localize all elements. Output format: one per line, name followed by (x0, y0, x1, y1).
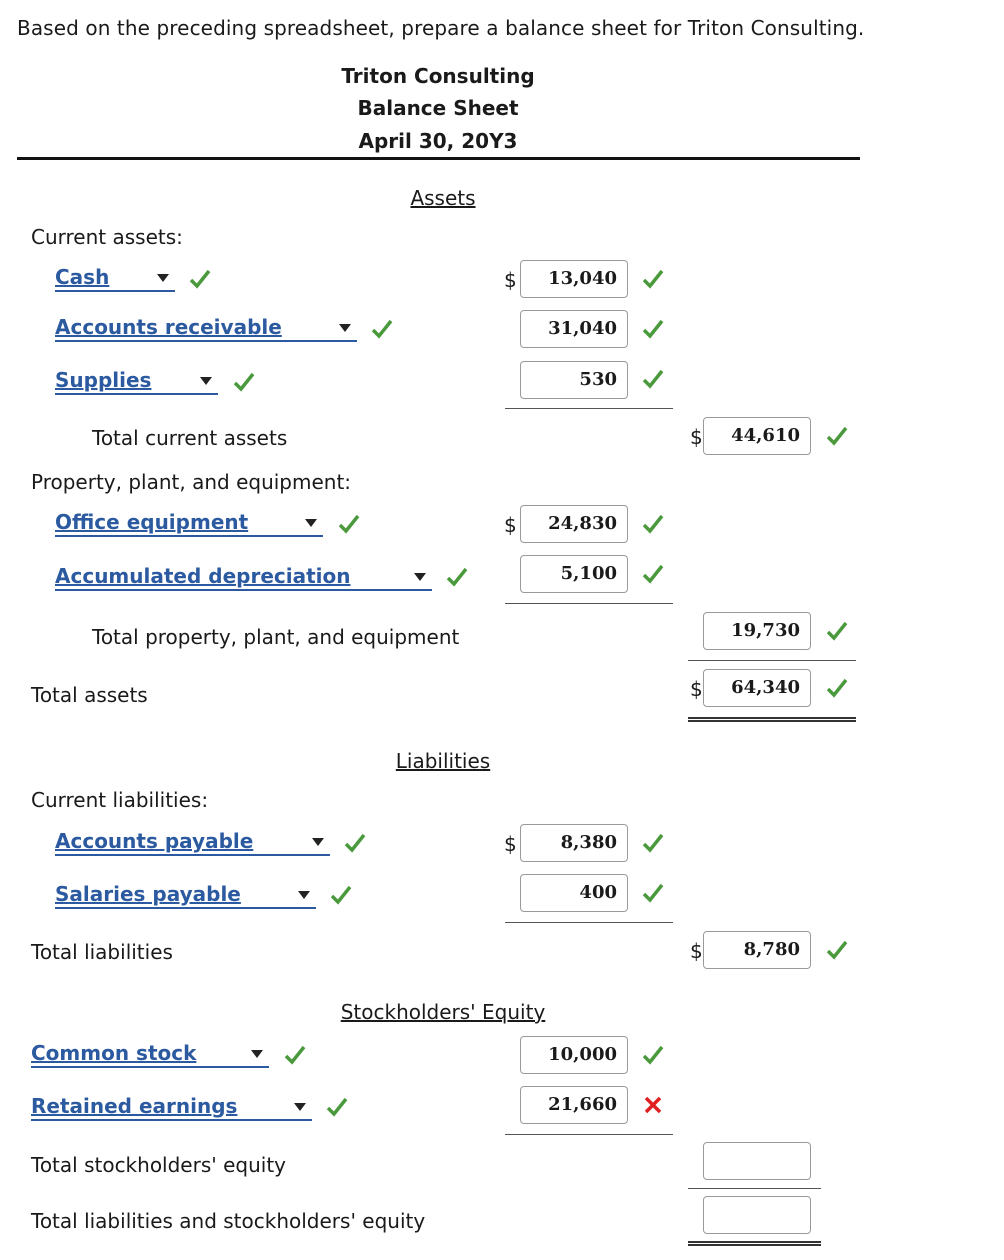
check-icon (641, 317, 665, 341)
dollar-sign: $ (504, 513, 517, 537)
statement-title: Balance Sheet (357, 96, 519, 120)
current-assets-label: Current assets: (31, 225, 183, 249)
equity-section-title: Stockholders' Equity (340, 1000, 546, 1024)
account-select-label: Supplies (55, 368, 152, 392)
account-select-label: Office equipment (55, 510, 249, 534)
check-icon (283, 1043, 307, 1067)
amount-input-total-liabilities-equity[interactable] (703, 1196, 811, 1234)
check-icon (641, 267, 665, 291)
subtotal-rule (688, 660, 856, 661)
question-prompt: Based on the preceding spreadsheet, prepare a balance sheet for Triton Consulting. (17, 16, 865, 40)
chevron-down-icon (305, 519, 317, 527)
check-icon (337, 512, 361, 536)
account-select-label: Retained earnings (31, 1094, 238, 1118)
check-icon (641, 367, 665, 391)
account-select-accounts-payable[interactable] (55, 828, 330, 856)
account-select-accounts-receivable[interactable] (55, 314, 357, 342)
dollar-sign: $ (504, 832, 517, 856)
chevron-down-icon (414, 573, 426, 581)
dollar-sign: $ (690, 939, 703, 963)
amount-input-common-stock[interactable]: 10,000 (520, 1036, 628, 1074)
account-select-supplies[interactable] (55, 367, 218, 395)
check-icon (825, 938, 849, 962)
amount-input-total-equity[interactable] (703, 1142, 811, 1180)
amount-input-cash[interactable]: 13,040 (520, 260, 628, 298)
company-name: Triton Consulting (341, 64, 535, 88)
amount-input-supplies[interactable]: 530 (520, 361, 628, 399)
check-icon (343, 831, 367, 855)
account-select-label: Cash (55, 265, 110, 289)
subtotal-rule (505, 408, 673, 409)
check-icon (641, 881, 665, 905)
check-icon (445, 565, 469, 589)
amount-input-accounts-payable[interactable]: 8,380 (520, 824, 628, 862)
account-select-label: Salaries payable (55, 882, 241, 906)
check-icon (325, 1095, 349, 1119)
total-equity-label: Total stockholders' equity (31, 1153, 287, 1177)
chevron-down-icon (294, 1103, 306, 1111)
account-select-label: Accumulated depreciation (55, 564, 351, 588)
amount-input-accumulated-depreciation[interactable]: 5,100 (520, 555, 628, 593)
check-icon (825, 676, 849, 700)
header-divider (17, 157, 860, 160)
check-icon (370, 317, 394, 341)
total-liabilities-equity-label: Total liabilities and stockholders' equity (31, 1209, 426, 1233)
amount-input-total-ppe[interactable]: 19,730 (703, 612, 811, 650)
dollar-sign: $ (504, 268, 517, 292)
account-select-retained-earnings[interactable] (31, 1093, 312, 1121)
double-rule (688, 717, 856, 722)
statement-date: April 30, 20Y3 (358, 129, 518, 153)
check-icon (641, 512, 665, 536)
check-icon (329, 883, 353, 907)
account-select-label: Accounts receivable (55, 315, 282, 339)
check-icon (641, 1043, 665, 1067)
cross-icon (641, 1093, 665, 1117)
account-select-common-stock[interactable] (31, 1040, 269, 1068)
account-select-label: Common stock (31, 1041, 197, 1065)
account-select-label: Accounts payable (55, 829, 254, 853)
dollar-sign: $ (690, 677, 703, 701)
amount-input-accounts-receivable[interactable]: 31,040 (520, 310, 628, 348)
double-rule (688, 1241, 821, 1246)
subtotal-rule (505, 1134, 673, 1135)
account-select-cash[interactable] (55, 264, 175, 292)
check-icon (641, 831, 665, 855)
subtotal-rule (505, 922, 673, 923)
check-icon (825, 424, 849, 448)
account-select-office-equipment[interactable] (55, 509, 323, 537)
chevron-down-icon (200, 377, 212, 385)
amount-input-retained-earnings[interactable]: 21,660 (520, 1086, 628, 1124)
liabilities-section-title: Liabilities (395, 749, 491, 773)
subtotal-rule (505, 603, 673, 604)
check-icon (825, 619, 849, 643)
ppe-label: Property, plant, and equipment: (31, 470, 352, 494)
assets-section-title: Assets (410, 186, 476, 210)
total-liabilities-label: Total liabilities (31, 940, 173, 964)
chevron-down-icon (298, 891, 310, 899)
amount-input-total-liabilities[interactable]: 8,780 (703, 931, 811, 969)
check-icon (641, 562, 665, 586)
total-assets-label: Total assets (31, 683, 148, 707)
total-current-assets-label: Total current assets (92, 426, 288, 450)
amount-input-salaries-payable[interactable]: 400 (520, 874, 628, 912)
chevron-down-icon (251, 1050, 263, 1058)
total-ppe-label: Total property, plant, and equipment (92, 625, 460, 649)
chevron-down-icon (339, 324, 351, 332)
subtotal-rule (688, 1188, 821, 1189)
check-icon (232, 370, 256, 394)
amount-input-total-current-assets[interactable]: 44,610 (703, 417, 811, 455)
chevron-down-icon (157, 274, 169, 282)
dollar-sign: $ (690, 425, 703, 449)
check-icon (188, 267, 212, 291)
amount-input-office-equipment[interactable]: 24,830 (520, 505, 628, 543)
amount-input-total-assets[interactable]: 64,340 (703, 669, 811, 707)
account-select-salaries-payable[interactable] (55, 881, 316, 909)
chevron-down-icon (312, 838, 324, 846)
current-liabilities-label: Current liabilities: (31, 788, 209, 812)
account-select-accumulated-depreciation[interactable] (55, 563, 432, 591)
